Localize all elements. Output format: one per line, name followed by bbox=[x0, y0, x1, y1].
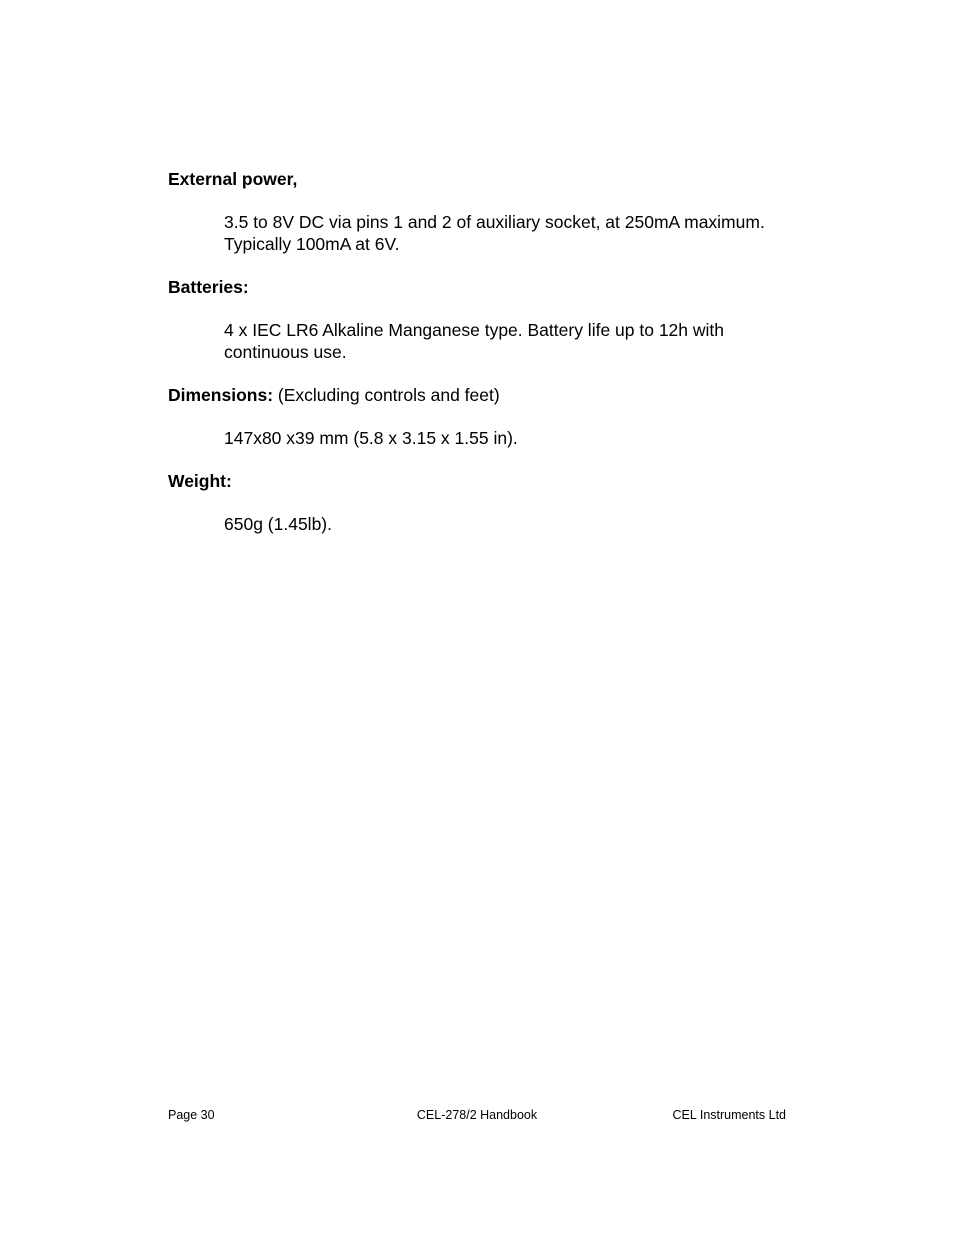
external-power-text: 3.5 to 8V DC via pins 1 and 2 of auxiliary socket, at 250mA maximum. Typically 100mA at 6V. bbox=[224, 212, 765, 254]
spec-content bbox=[168, 168, 808, 556]
batteries-text: 4 x IEC LR6 Alkaline Manganese type. Battery life up to 12h with continuous use. bbox=[224, 320, 725, 362]
batteries-heading bbox=[168, 276, 808, 298]
footer-document-title: CEL-278/2 Handbook bbox=[416, 1108, 538, 1122]
weight-text: 650g (1.45lb). bbox=[224, 514, 332, 534]
dimensions-label: Dimensions: bbox=[168, 385, 274, 405]
dimensions-note: (Excluding controls and feet) bbox=[273, 385, 500, 405]
weight-label: Weight: bbox=[168, 471, 232, 491]
dimensions-heading bbox=[168, 384, 808, 406]
dimensions-text: 147x80 x39 mm (5.8 x 3.15 x 1.55 in). bbox=[224, 428, 518, 448]
footer-page-number: Page 30 bbox=[168, 1108, 215, 1122]
external-power-heading bbox=[168, 168, 808, 190]
batteries-label: Batteries: bbox=[168, 277, 249, 297]
footer-company: CEL Instruments Ltd bbox=[672, 1108, 786, 1122]
weight-heading bbox=[168, 470, 808, 492]
page-footer bbox=[168, 1107, 786, 1123]
external-power-label: External power, bbox=[168, 169, 298, 189]
